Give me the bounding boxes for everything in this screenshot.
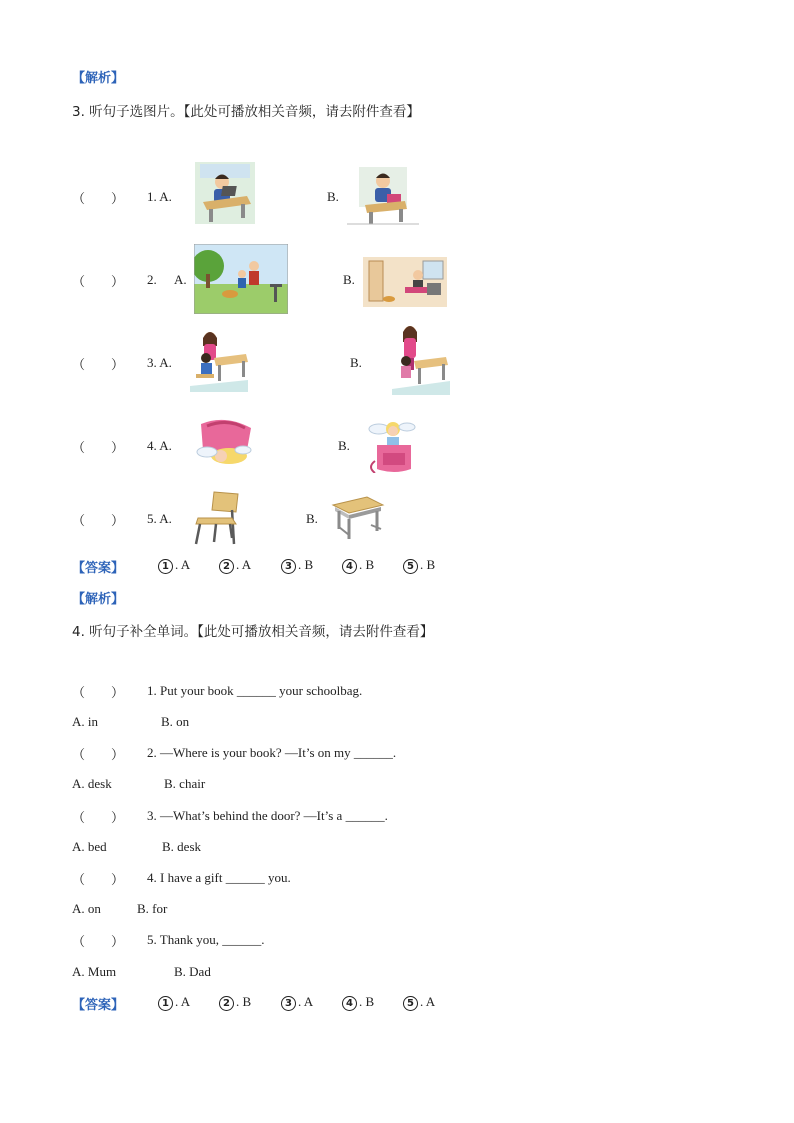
answer-item	[219, 994, 251, 1011]
answer-number-circle: 1	[158, 996, 173, 1011]
answer-number-circle: 5	[403, 996, 418, 1011]
desk-image	[331, 495, 385, 541]
option-b-label: B.	[327, 189, 339, 204]
fairy-under-schoolbag-image	[193, 416, 255, 470]
option-a: A. in	[72, 714, 98, 729]
fairy-on-schoolbag-image	[367, 417, 417, 473]
option-a: A. on	[72, 901, 101, 916]
answer-value: . B	[359, 994, 375, 1009]
boy-at-desk-with-gift-image	[347, 165, 419, 225]
question-title: 4. 听句子补全单词。【此处可播放相关音频，请去附件查看】	[72, 624, 434, 640]
answer-number-circle: 1	[158, 559, 173, 574]
item-number: 5. A.	[147, 511, 172, 526]
answer-blank: （ ）	[72, 686, 125, 701]
teacher-and-student-at-desk-image	[190, 328, 248, 392]
answer-blank: （ ）	[72, 514, 125, 529]
answer-number-circle: 3	[281, 559, 296, 574]
answer-number-circle: 2	[219, 559, 234, 574]
answer-number-circle: 4	[342, 996, 357, 1011]
option-b-label: B.	[350, 355, 362, 370]
item-number: 3. A.	[147, 355, 172, 370]
item-number: 2.	[147, 272, 157, 287]
question-text: 5. Thank you, ______.	[147, 932, 265, 947]
option-b: B. on	[161, 714, 190, 729]
answer-item	[403, 557, 435, 574]
option-b: B. Dad	[174, 964, 211, 979]
boy-at-desk-with-laptop-image	[195, 162, 255, 224]
answer-blank: （ ）	[72, 192, 125, 207]
answer-item	[219, 557, 251, 574]
analysis-tag: 【解析】	[72, 592, 125, 607]
analysis-tag: 【解析】	[72, 71, 125, 86]
answer-value: . B	[420, 557, 436, 572]
answer-blank: （ ）	[72, 748, 125, 763]
answer-number-circle: 4	[342, 559, 357, 574]
answer-value: . B	[236, 994, 252, 1009]
answer-blank: （ ）	[72, 811, 125, 826]
children-with-dog-in-park-image	[194, 244, 288, 314]
question-title: 3. 听句子选图片。【此处可播放相关音频，请去附件查看】	[72, 104, 420, 120]
question-text: 2. —Where is your book? —It’s on my ______.	[147, 745, 397, 760]
answer-blank: （ ）	[72, 935, 125, 950]
item-number: 1. A.	[147, 189, 172, 204]
answer-value: . A	[175, 994, 191, 1009]
option-a: A. bed	[72, 839, 107, 854]
answer-value: . B	[359, 557, 375, 572]
option-a: A. desk	[72, 776, 112, 791]
item-number: 4. A.	[147, 438, 172, 453]
answer-item	[342, 994, 374, 1011]
answer-blank: （ ）	[72, 275, 125, 290]
answer-blank: （ ）	[72, 873, 125, 888]
question-text: 4. I have a gift ______ you.	[147, 870, 291, 885]
option-a: A. Mum	[72, 964, 117, 979]
option-b-label: B.	[343, 272, 355, 287]
answer-value: . B	[298, 557, 314, 572]
option-a-label: A.	[174, 272, 187, 287]
option-b-label: B.	[338, 438, 350, 453]
option-b-label: B.	[306, 511, 318, 526]
teacher-beside-student-at-desk-image	[392, 323, 450, 395]
answer-item	[158, 994, 190, 1011]
answer-blank: （ ）	[72, 441, 125, 456]
answer-tag: 【答案】	[72, 561, 125, 576]
answer-value: . A	[298, 994, 314, 1009]
answer-item	[281, 557, 313, 574]
option-b: B. chair	[164, 776, 206, 791]
option-b: B. for	[137, 901, 168, 916]
answer-number-circle: 3	[281, 996, 296, 1011]
answer-item	[342, 557, 374, 574]
question-text: 3. —What’s behind the door? —It’s a ______.	[147, 808, 388, 823]
answer-number-circle: 2	[219, 996, 234, 1011]
option-b: B. desk	[162, 839, 201, 854]
answer-blank: （ ）	[72, 358, 125, 373]
question-text: 1. Put your book ______ your schoolbag.	[147, 683, 363, 698]
boy-in-room-with-dog-image	[363, 257, 447, 307]
answer-value: . A	[236, 557, 252, 572]
answer-value: . A	[420, 994, 436, 1009]
answer-number-circle: 5	[403, 559, 418, 574]
answer-tag: 【答案】	[72, 998, 125, 1013]
answer-item	[158, 557, 190, 574]
answer-value: . A	[175, 557, 191, 572]
answer-item	[281, 994, 313, 1011]
chair-image	[192, 490, 242, 546]
answer-item	[403, 994, 435, 1011]
